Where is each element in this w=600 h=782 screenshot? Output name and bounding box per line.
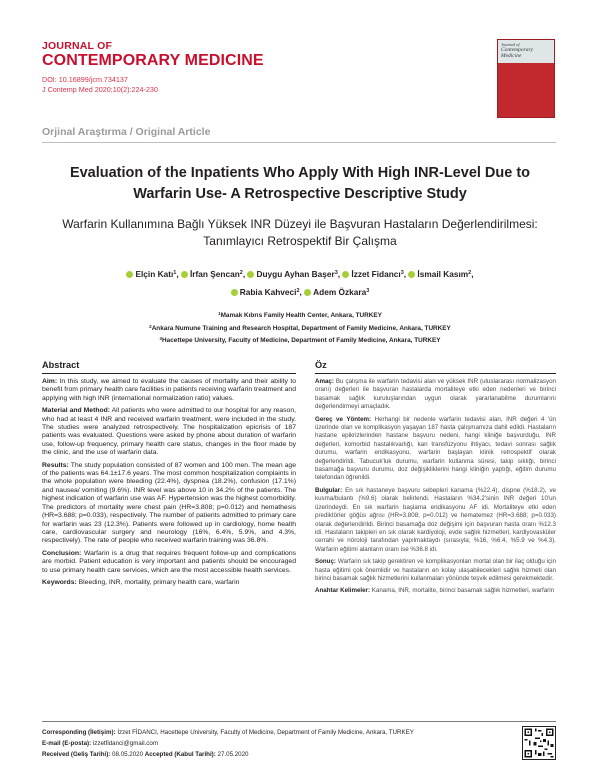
abstract-keywords: Keywords: Bleeding, INR, mortality, primary health care, warfarin — [42, 578, 240, 586]
orcid-icon[interactable] — [342, 271, 349, 278]
article-category: Orjinal Araştırma / Original Article — [42, 126, 211, 138]
title-english: Evaluation of the Inpatients Who Apply With High INR-Level Due to Warfarin Use- A Retrospective Descriptive Study — [69, 165, 531, 202]
abstract-conclusion: Conclusion: Warfarin is a drug that requires frequent follow-up and complications are morbid. Patient education is very important and patients should be encouraged to use primary health care services, which are the most accessible health services. — [42, 549, 296, 574]
author[interactable]: Elçin Katı$^1$, — [126, 269, 181, 279]
oz-heading: Öz — [315, 360, 327, 370]
cover-line3: Medicine — [501, 53, 522, 59]
affiliation-list — [60, 309, 540, 347]
corresponding-author: Corresponding (İletişim): İzzet FİDANCI, Hacettepe University, Faculty of Medicine, Department of Family Medicine, Ankara, TURKEY — [42, 729, 414, 736]
oz-results: Bulgular: En sık hastaneye başvuru sebepleri kanama (%22.4), dispne (%18.2), ve kusma/bulantı (%9.6) olarak belirlendi. Hastaların %34.2'sinin INR değeri 10'un üzerindeydi. En sık warfarin başlama endikasyonu AF idi. Mortaliteye etki eden prediktörler göğüs ağrısı (HR=3.808; p=0.012) ve hematemez (HR=3.688; p=0.033) olarak değerlendirildi. Birinci basamağa doz değişimi için başvuran hasta oranı %12.3 idi. Hastaların takipleri en sık olarak kardiyoloji, evde sağlık hizmetleri, kardiyovasküler cerrahi ve nöroloji tarafından yapılmaktaydı (sırasıyla; %16, %6.4, %5.9 ve %4.3). Warfarin eğitimi alanların oranı ise %36.8 idi. — [315, 486, 556, 553]
email-link[interactable]: izzetfidanci@gmail.com — [92, 740, 158, 747]
doi-link[interactable]: DOI: 10.16899/jcm.734137 — [42, 75, 128, 84]
cover-title-block — [498, 40, 554, 63]
affiliation: $^3$Hacettepe University, Faculty of Medicine, Department of Family Medicine, Ankara, TURKEY — [159, 336, 441, 344]
category-divider — [42, 142, 556, 143]
citation: J Contemp Med 2020;10(2):224-230 — [42, 85, 158, 94]
abstract-results: Results: The study population consisted of 87 women and 100 men. The mean age of the patients was 64.1±17.6 years. The most common hospitalization complaints in the whole population were bleeding (22.4%), dyspnea (18.2%), confusion (17.1%) and nausea/ vomiting (9.6%). INR level was above 10 in 34.2% of the patients. The highest indication of warfarin use was AF. Hypertension was the highest comorbidity. The predictors of mortality were chest pain (HR=3.808; p=0.012) and hemathesis (HR=3.688; p=0.033), respectively. The number of patients admitted to primary care for warfarin was 23 (12.3%). Patients were followed up in cardiology, home health care, cardiovascular surgery and neurology (16%, 6.4%, 5.9%, and 4.3%, respectively). The rate of people who received warfarin training was 36.8%. — [42, 461, 296, 545]
dates-line: Received (Geliş Tarihi): 08.05.2020 Accepted (Kabul Tarihi): 27.05.2020 — [42, 751, 249, 758]
oz-conclusion: Sonuç: Warfarin sık takip gerektiren ve komplikasyonları mortal olan bir ilaç olduğu için hasta eğitimi çok önemlidir ve hastaların en kolay ulaşabilecekleri sağlık hizmeti olan birinci basamak sağlık hizmetlerini kullanmaları yönünde teşvik edilmesi gerekmektedir. — [315, 558, 556, 582]
author[interactable]: Duygu Ayhan Başer$^3$, — [247, 269, 342, 279]
abstract-methods: Material and Method: All patients who were admitted to our hospital for any reason, who had at least 4 INR and received warfarin treatment, were included in the study. The studies were analyzed retrospectively. The hospitalization epicrisis of 187 patients was evaluated. Questions were asked by phone about duration of warfarin use, follow-up frequency, primary health care status, changes in the floor made by the clinic, and the use of warfarin data. — [42, 407, 297, 457]
orcid-icon[interactable] — [231, 289, 238, 296]
author[interactable]: Adem Özkara$^3$ — [304, 287, 369, 297]
affiliation: $^2$Ankara Numune Training and Research Hospital, Department of Family Medicine, Ankara, TURKEY — [149, 323, 451, 332]
journal-name-line1: JOURNAL OF — [42, 40, 113, 52]
author-list — [60, 265, 540, 301]
affiliation: $^1$Mamak Kıbrıs Family Health Center, Ankara, TURKEY — [218, 311, 382, 319]
abstract-english — [42, 378, 296, 591]
abstract-aim: Aim: In this study, we aimed to evaluate the causes of mortality and their ability to benefit from primary health care facilities in patients receiving warfarin treatment and applying with high INR (international normalization ratio) values. — [42, 378, 296, 402]
oz-methods: Gereç ve Yöntem: Herhangi bir nedenle warfarin tedavisi alan, INR değeri 4 'ün üzerinde olan ve komplikasyon yaşayan 187 hasta çalışmamıza dahil edildi. Hastaların hastane epikrizlerinden hastane başvuru nedeni, hangi kliniğe başvurduğu, INR değerleri, komorbid hastalıkvarlığı, kan transfüzyonu ihtiyacı, tedavi sonrası sağlık durumu, warfarin endikasyonu, warfarin başlayan klinik retrospektif olarak değerlendirildi. Tabucuk'luk durumu, warfarin kullanma süresi, takip sıklığı, birinci basamağa başvuru durumu, doz değişikliklerini hangi kliniğin yaptığı, eğitim durumu telefondan öğrenildi. — [315, 415, 556, 482]
orcid-icon[interactable] — [126, 271, 133, 278]
orcid-icon[interactable] — [181, 271, 188, 278]
orcid-icon[interactable] — [408, 271, 415, 278]
qr-code-icon[interactable] — [522, 726, 556, 760]
journal-header — [42, 40, 264, 95]
author[interactable]: İzzet Fidancı$^3$, — [342, 269, 408, 279]
author[interactable]: İrfan Şencan$^2$, — [181, 269, 248, 279]
journal-name-line2: CONTEMPORARY MEDICINE — [42, 52, 264, 69]
orcid-icon[interactable] — [304, 289, 311, 296]
oz-keywords: Anahtar Kelimeler: Kanama, INR, mortalite, birinci basamak sağlık hizmetleri, warfarin — [315, 587, 555, 595]
author[interactable]: İsmail Kasım$^2$, — [408, 269, 473, 279]
oz-aim: Amaç: Bu çalışma ile warfarin tedavisi alan ve yüksek INR (uluslararası normalizasyon oranı) değerleri ile başvuran hastalarda mortaliteye etki eden nedenleri ve birinci basamak sağlık kuruluşlarından uygun olarak yararlanabilme durumlarını değerlendirmeyi amaçladık. — [315, 378, 556, 411]
title-turkish: Warfarin Kullanımına Bağlı Yüksek INR Düzeyi ile Başvuran Hastaların Değerlendirilmesi: Tanımlayıcı Retrospektif Bir Çalışma — [62, 217, 538, 248]
author[interactable]: Rabia Kahveci$^2$, — [231, 287, 304, 297]
abstract-turkish — [315, 378, 556, 600]
cover-line1: Journal of — [501, 42, 520, 47]
abstract-rule — [42, 373, 296, 374]
journal-cover-image — [497, 39, 555, 118]
cover-line2: Contemporary — [501, 47, 534, 53]
footer-divider — [42, 721, 556, 722]
abstract-heading: Abstract — [42, 360, 80, 370]
oz-rule — [315, 373, 556, 374]
correspondence-footer — [42, 727, 492, 760]
orcid-icon[interactable] — [247, 271, 254, 278]
email-line: E-mail (E-posta): izzetfidanci@gmail.com — [42, 740, 158, 747]
